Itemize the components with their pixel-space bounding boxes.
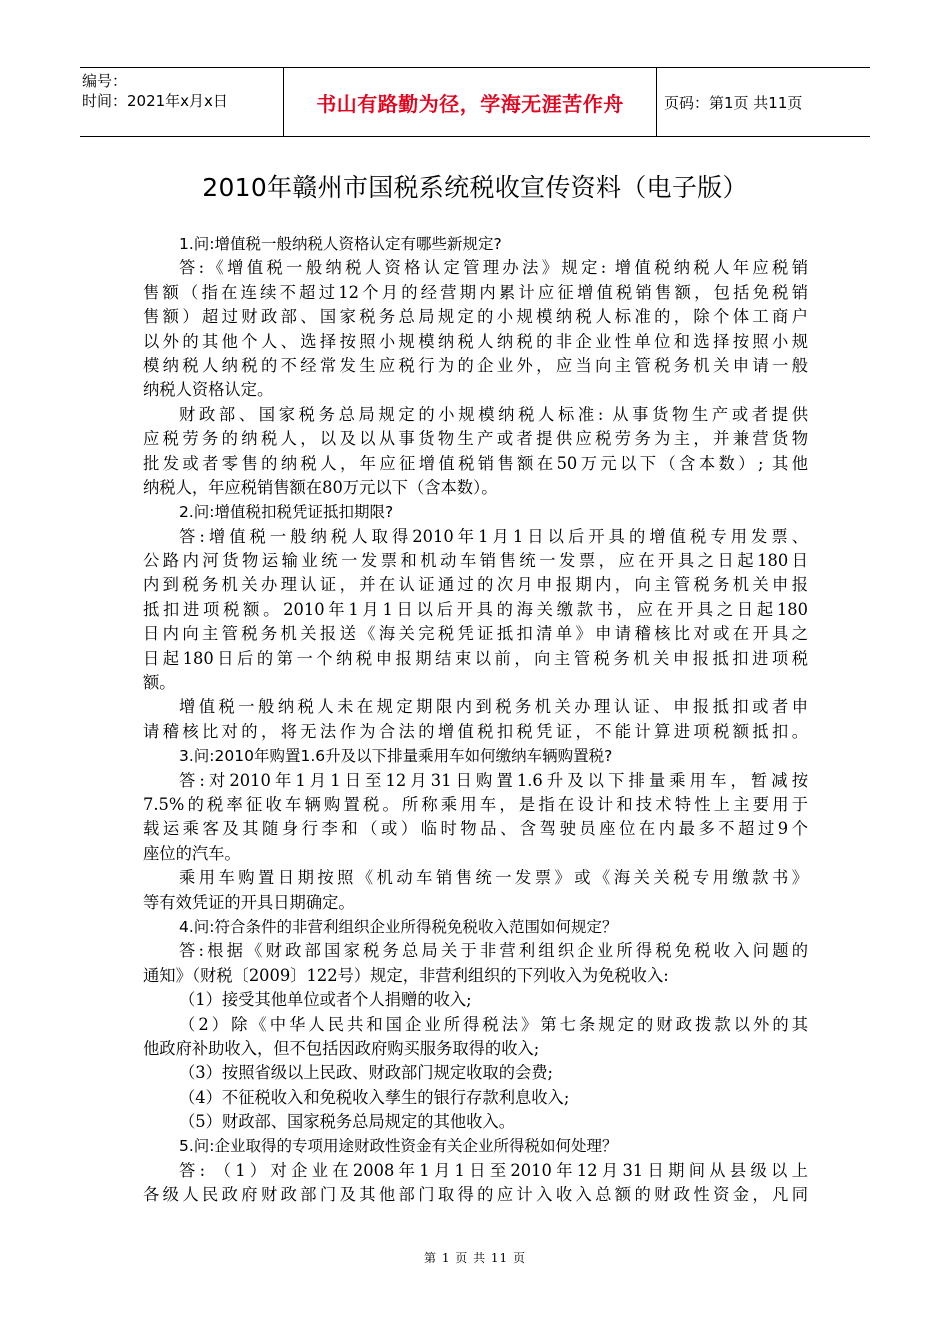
- body-line: （1）接受其他单位或者个人捐赠的收入;: [179, 990, 472, 1010]
- header-page-info: 页码：第1页 共11页: [664, 93, 803, 112]
- body-line: 乘用车购置日期按照《机动车销售统一发票》或《海关关税专用缴款书》: [179, 868, 808, 888]
- body-line: 售额（指在连续不超过12个月的经营期内累计应征增值税销售额，包括免税销: [143, 282, 808, 302]
- body-line: 请稽核比对的，将无法作为合法的增值税扣税凭证，不能计算进项税额抵扣。: [143, 721, 808, 741]
- document-date-label: 时间：2021年x月x日: [82, 92, 228, 110]
- body-line: 答:《增值税一般纳税人资格认定管理办法》规定: 增值税纳税人年应税销: [179, 258, 808, 278]
- body-line: 各级人民政府财政部门及其他部门取得的应计入收入总额的财政性资金，凡同: [143, 1185, 808, 1205]
- body-line: （2）除《中华人民共和国企业所得税法》第七条规定的财政拨款以外的其: [179, 1014, 808, 1034]
- page-footer: 第 1 页 共 11 页: [424, 1251, 526, 1265]
- body-line: 通知》（财税〔2009〕122号）规定，非营利组织的下列收入为免税收入:: [143, 965, 669, 985]
- body-line: 纳税人，年应税销售额在80万元以下（含本数）。: [143, 477, 498, 497]
- body-line: 纳税人资格认定。: [143, 380, 274, 400]
- question-heading: 4.问:符合条件的非营利组织企业所得税免税收入范围如何规定？: [179, 917, 618, 936]
- body-line: （4）不征税收入和免税收入孳生的银行存款利息收入;: [179, 1087, 570, 1107]
- body-line: 他政府补助收入，但不包括因政府购买服务取得的收入;: [143, 1038, 540, 1058]
- body-line: 以外的其他个人、选择按照小规模纳税人纳税的非企业性单位和选择按照小规: [143, 331, 808, 351]
- question-heading: 3.问:2010年购置1.6升及以下排量乘用车如何缴纳车辆购置税?: [179, 747, 613, 766]
- body-line: 日内向主管税务机关报送《海关完税凭证抵扣清单》申请稽核比对或在开具之: [143, 624, 808, 644]
- body-line: 模纳税人纳税的不经常发生应税行为的企业外，应当向主管税务机关申请一般: [143, 355, 808, 375]
- body-line: 载运乘客及其随身行李和（或）临时物品、含驾驶员座位在内最多不超过9个: [143, 819, 808, 839]
- body-line: 抵扣进项税额。2010年1月1日以后开具的海关缴款书，应在开具之日起180: [143, 599, 808, 619]
- body-line: 日起180日后的第一个纳税申报期结束以前，向主管税务机关申报抵扣进项税: [143, 648, 808, 668]
- body-line: 7.5%的税率征收车辆购置税。所称乘用车，是指在设计和技术特性上主要用于: [143, 794, 808, 814]
- body-line: 额。: [143, 673, 176, 693]
- body-line: 座位的汽车。: [143, 843, 241, 863]
- document-number-label: 编号：: [82, 72, 128, 90]
- body-line: 财政部、国家税务总局规定的小规模纳税人标准: 从事货物生产或者提供: [179, 404, 808, 424]
- body-line: 应税劳务的纳税人，以及以从事货物生产或者提供应税劳务为主，并兼营货物: [143, 429, 808, 449]
- body-line: 内到税务机关办理认证，并在认证通过的次月申报期内，向主管税务机关申报: [143, 575, 808, 595]
- question-heading: 2.问:增值税扣税凭证抵扣期限?: [179, 503, 394, 522]
- body-line: 答:对2010年1月1日至12月31日购置1.6升及以下排量乘用车，暂减按: [179, 770, 808, 790]
- body-line: 等有效凭证的开具日期确定。: [143, 892, 355, 912]
- question-heading: 5.问:企业取得的专项用途财政性资金有关企业所得税如何处理？: [179, 1137, 618, 1156]
- body-line: （5）财政部、国家税务总局规定的其他收入。: [179, 1112, 515, 1132]
- header-meta-cell: [80, 68, 284, 136]
- body-line: 批发或者零售的纳税人，年应征增值税销售额在50万元以下（含本数）; 其他: [143, 453, 808, 473]
- body-line: （3）按照省级以上民政、财政部门规定收取的会费;: [179, 1063, 554, 1083]
- body-line: 增值税一般纳税人未在规定期限内到税务机关办理认证、申报抵扣或者申: [179, 697, 808, 717]
- document-title: 2010年赣州市国税系统税收宣传资料（电子版）: [202, 173, 748, 202]
- header-motto: 书山有路勤为径，学海无涯苦作舟: [284, 68, 657, 136]
- question-heading: 1.问:增值税一般纳税人资格认定有哪些新规定?: [179, 235, 502, 253]
- document-body: [143, 232, 808, 1208]
- body-line: 答: （1）对企业在2008年1月1日至2010年12月31日期间从县级以上: [179, 1160, 808, 1180]
- body-line: 答:增值税一般纳税人取得2010年1月1日以后开具的增值税专用发票、: [179, 526, 808, 546]
- body-line: 售额）超过财政部、国家税务总局规定的小规模纳税人标准的，除个体工商户: [143, 307, 808, 327]
- body-line: 公路内河货物运输业统一发票和机动车销售统一发票，应在开具之日起180日: [143, 551, 808, 571]
- body-line: 答:根据《财政部国家税务总局关于非营利组织企业所得税免税收入问题的: [179, 941, 808, 961]
- header-table: [80, 67, 870, 137]
